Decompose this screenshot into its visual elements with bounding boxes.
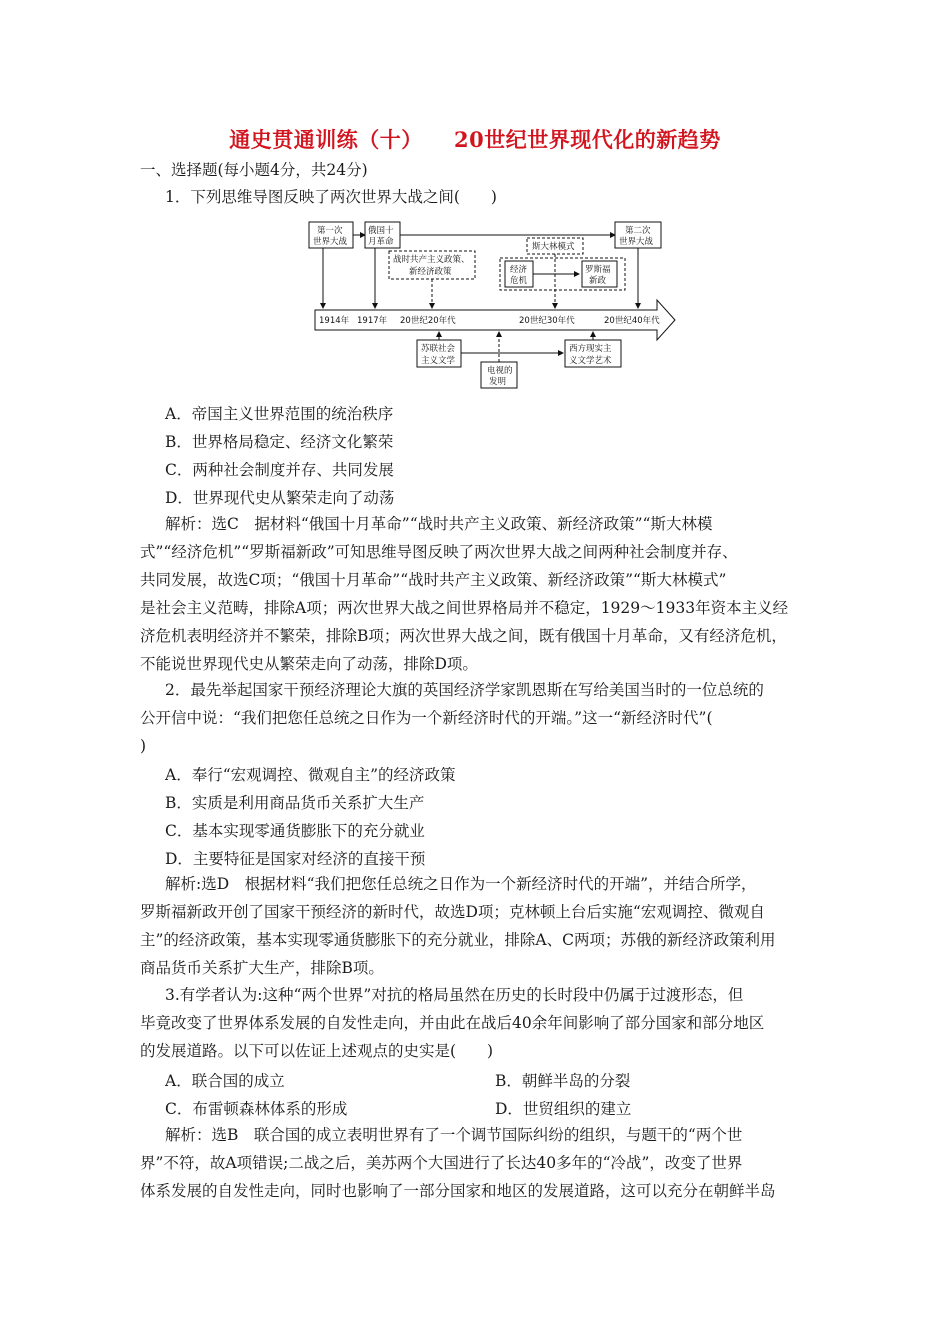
box-tv-line2: 发明 <box>489 377 507 387</box>
q1-analysis-line: 式”“经济危机”“罗斯福新政”可知思维导图反映了两次世界大战之间两种社会制度并存、 <box>140 543 738 561</box>
q1-stem: 1．下列思维导图反映了两次世界大战之间( ) <box>165 188 497 206</box>
q1-analysis-line: 共同发展，故选C项；“俄国十月革命”“战时共产主义政策、新经济政策”“斯大林模式” <box>140 571 727 589</box>
q1-analysis-line: 是社会主义范畴，排除A项；两次世界大战之间世界格局并不稳定，1929～1933年资本主义经 <box>140 599 789 617</box>
timeline-1930s: 20世纪30年代 <box>519 316 575 326</box>
box-soviet-line2: 主义文学 <box>421 356 456 366</box>
q3-stem-line: 的发展道路。以下可以佐证上述观点的史实是( ) <box>140 1042 494 1060</box>
box-west-line2: 义文学艺术 <box>569 356 612 366</box>
timeline-1917: 1917年 <box>357 316 388 326</box>
box-ww1-line1: 第一次 <box>317 226 343 236</box>
q3-option-b: B．朝鲜半岛的分裂 <box>495 1072 631 1090</box>
timeline-1914: 1914年 <box>319 316 350 326</box>
q2-analysis-line: 罗斯福新政开创了国家干预经济的新时代，故选D项；克林顿上台后实施“宏观调控、微观自 <box>140 903 765 921</box>
box-newdeal-line1: 罗斯福 <box>585 265 611 275</box>
box-ww2-line2: 世界大战 <box>619 237 654 247</box>
timeline-1920s: 20世纪20年代 <box>400 316 456 326</box>
q2-stem-line: ) <box>140 737 147 755</box>
q1-option-b: B．世界格局稳定、经济文化繁荣 <box>165 433 394 451</box>
q1-analysis-line: 不能说世界现代史从繁荣走向了动荡，排除D项。 <box>140 655 478 673</box>
q1-analysis-line: 解析：选C 据材料“俄国十月革命”“战时共产主义政策、新经济政策”“斯大林模 <box>165 515 713 533</box>
box-rev-line2: 月革命 <box>368 237 394 247</box>
q3-analysis-line: 体系发展的自发性走向，同时也影响了一部分国家和地区的发展道路，这可以充分在朝鲜半岛 <box>140 1182 776 1200</box>
box-ww2-line1: 第二次 <box>625 226 651 236</box>
box-stalin-text: 斯大林模式 <box>532 242 575 252</box>
q2-analysis-line: 主”的经济政策，基本实现零通货膨胀下的充分就业，排除A、C两项；苏俄的新经济政策利用 <box>140 931 776 949</box>
box-rev-line1: 俄国十 <box>368 226 394 236</box>
box-tv-line1: 电视的 <box>487 366 513 376</box>
q3-analysis-line: 解析：选B 联合国的成立表明世界有了一个调节国际纠纷的组织，与题干的“两个世 <box>165 1126 743 1144</box>
q1-analysis-line: 济危机表明经济并不繁荣，排除B项；两次世界大战之间，既有俄国十月革命，又有经济危机， <box>140 627 787 645</box>
q2-analysis-line: 解析:选D 根据材料“我们把您任总统之日作为一个新经济时代的开端”，并结合所学， <box>165 875 757 893</box>
q2-option-c: C．基本实现零通货膨胀下的充分就业 <box>165 822 425 840</box>
box-nep-line2: 新经济政策 <box>409 267 452 277</box>
q2-stem-line: 2．最先举起国家干预经济理论大旗的英国经济学家凯恩斯在写给美国当时的一位总统的 <box>165 681 764 699</box>
q3-option-c: C．布雷顿森林体系的形成 <box>165 1100 348 1118</box>
q3-option-d: D．世贸组织的建立 <box>495 1100 632 1118</box>
q2-analysis-line: 商品货币关系扩大生产，排除B项。 <box>140 959 384 977</box>
box-crisis-line2: 危机 <box>510 276 528 286</box>
q2-stem-line: 公开信中说：“我们把您任总统之日作为一个新经济时代的开端。”这一“新经济时代”( <box>140 709 713 727</box>
box-ww1-line2: 世界大战 <box>313 237 348 247</box>
q3-stem-line: 3.有学者认为:这种“两个世界”对抗的格局虽然在历史的长时段中仍属于过渡形态，但 <box>165 986 744 1004</box>
document-title: 通史贯通训练（十） 20世纪世界现代化的新趋势 <box>229 127 721 152</box>
timeline-1940s: 20世纪40年代 <box>604 316 660 326</box>
q1-option-c: C．两种社会制度并存、共同发展 <box>165 461 394 479</box>
box-newdeal-line2: 新政 <box>589 276 607 286</box>
q3-option-a: A．联合国的成立 <box>165 1072 285 1090</box>
q3-stem-line: 毕竟改变了世界体系发展的自发性走向，并由此在战后40余年间影响了部分国家和部分地区 <box>140 1014 765 1032</box>
box-soviet-line1: 苏联社会 <box>421 344 456 354</box>
box-nep-line1: 战时共产主义政策、 <box>393 255 470 265</box>
section-heading: 一、选择题(每小题4分，共24分) <box>140 161 368 179</box>
box-crisis-line1: 经济 <box>510 265 528 275</box>
q1-option-d: D．世界现代史从繁荣走向了动荡 <box>165 489 395 507</box>
q2-option-a: A．奉行“宏观调控、微观自主”的经济政策 <box>165 766 456 784</box>
q1-mind-map-diagram <box>305 218 685 390</box>
box-west-line1: 西方现实主 <box>569 344 612 354</box>
q1-option-a: A．帝国主义世界范围的统治秩序 <box>165 405 394 423</box>
q3-analysis-line: 界”不符，故A项错误;二战之后，美苏两个大国进行了长达40多年的“冷战”，改变了世界 <box>140 1154 743 1172</box>
q2-option-d: D．主要特征是国家对经济的直接干预 <box>165 850 426 868</box>
q2-option-b: B．实质是利用商品货币关系扩大生产 <box>165 794 425 812</box>
